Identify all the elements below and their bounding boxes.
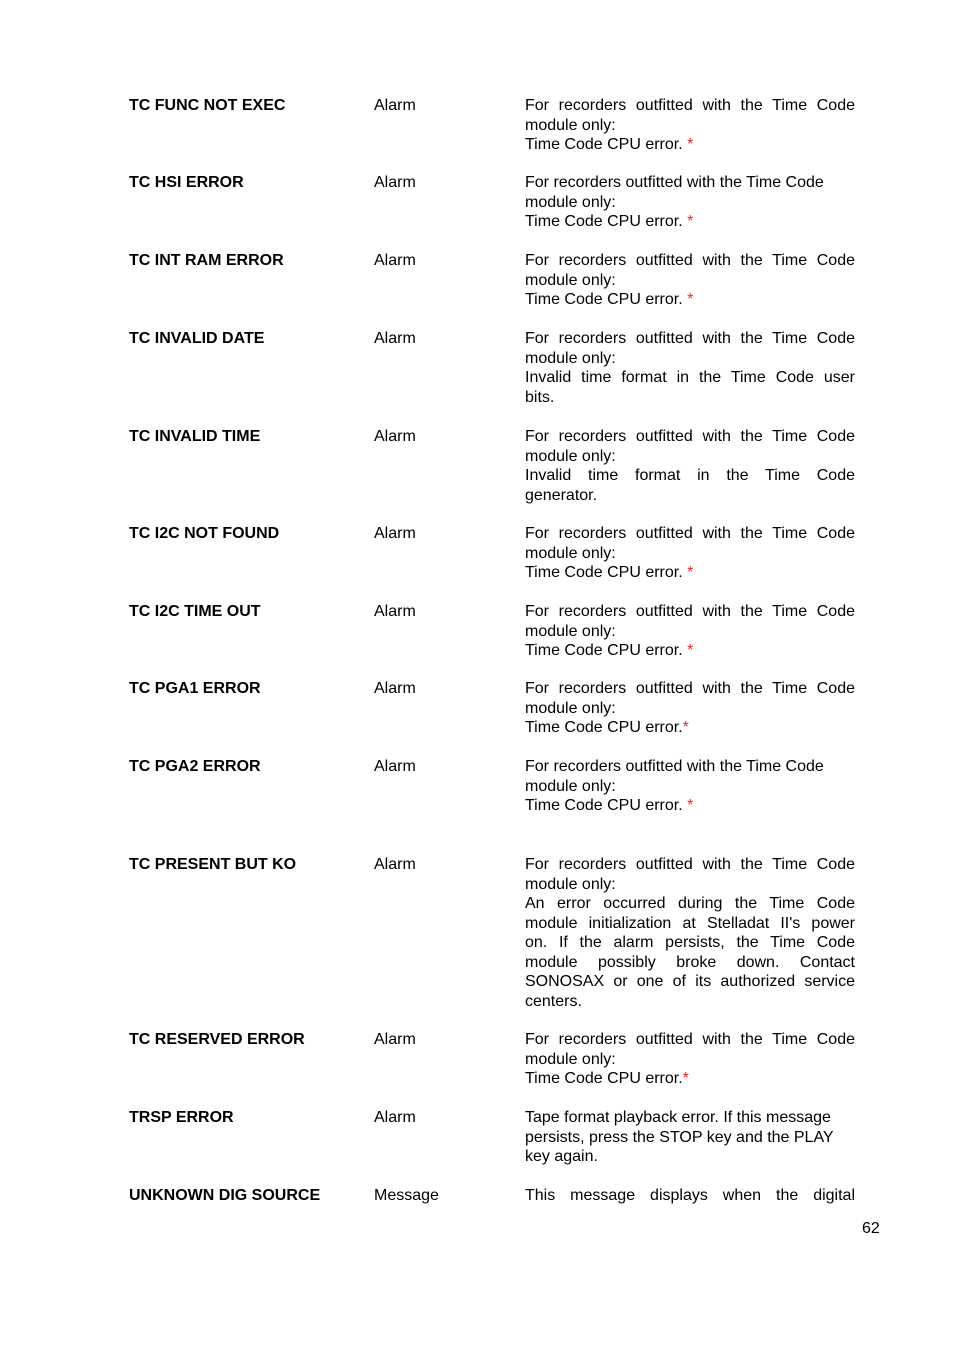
description-text: Time Code CPU error. bbox=[525, 1070, 683, 1087]
description-line: For recorders outfitted with the Time Code bbox=[525, 680, 855, 697]
description-line: module only: bbox=[525, 544, 616, 562]
description-line: For recorders outfitted with the Time Code bbox=[525, 525, 855, 542]
footnote-asterisk: * bbox=[682, 719, 689, 736]
description-line: Invalid time format in the Time Code user bbox=[525, 369, 855, 386]
alarm-type: Alarm bbox=[374, 174, 416, 191]
description-text: Time Code CPU error. bbox=[525, 291, 688, 308]
alarm-type: Alarm bbox=[374, 1031, 416, 1048]
alarm-description bbox=[525, 1108, 855, 1167]
description-line bbox=[525, 135, 855, 155]
alarm-type: Alarm bbox=[374, 856, 416, 873]
description-line: For recorders outfitted with the Time Code bbox=[525, 252, 855, 269]
description-line: module initialization at Stelladat II's power bbox=[525, 914, 855, 932]
description-line: module only: bbox=[525, 875, 616, 893]
footnote-asterisk: * bbox=[687, 291, 694, 308]
alarm-code: TC RESERVED ERROR bbox=[129, 1031, 305, 1048]
alarm-description bbox=[525, 855, 855, 1011]
description-line: For recorders outfitted with the Time Code bbox=[525, 1031, 855, 1048]
page-number: 62 bbox=[862, 1220, 880, 1237]
alarm-description bbox=[525, 524, 855, 583]
description-line: For recorders outfitted with the Time Code bbox=[525, 97, 855, 114]
message-type: Message bbox=[374, 1187, 439, 1204]
description-line: module only: bbox=[525, 447, 616, 465]
footnote-asterisk: * bbox=[687, 136, 694, 153]
description-line: Invalid time format in the Time Code bbox=[525, 467, 855, 484]
description-line bbox=[525, 290, 855, 310]
description-line: For recorders outfitted with the Time Code bbox=[525, 856, 855, 873]
alarm-description bbox=[525, 173, 855, 232]
description-line: module only: bbox=[525, 116, 616, 134]
alarm-type: Alarm bbox=[374, 680, 416, 697]
alarm-description bbox=[525, 96, 855, 155]
footnote-asterisk: * bbox=[687, 797, 694, 814]
alarm-code: TC INVALID TIME bbox=[129, 428, 261, 445]
alarm-code: TC HSI ERROR bbox=[129, 174, 244, 191]
alarm-description bbox=[525, 427, 855, 505]
description-line: For recorders outfitted with the Time Code bbox=[525, 174, 824, 191]
description-line: centers. bbox=[525, 992, 582, 1010]
alarm-description bbox=[525, 1030, 855, 1089]
description-line bbox=[525, 1069, 855, 1089]
description-line bbox=[525, 563, 855, 583]
footnote-asterisk: * bbox=[682, 1070, 689, 1087]
alarm-type: Alarm bbox=[374, 428, 416, 445]
alarm-code: TC FUNC NOT EXEC bbox=[129, 97, 286, 114]
description-line: module only: bbox=[525, 622, 616, 640]
description-text: Time Code CPU error. bbox=[525, 797, 688, 814]
description-line bbox=[525, 212, 855, 232]
description-line: persists, press the STOP key and the PLAY bbox=[525, 1128, 834, 1146]
alarm-description bbox=[525, 602, 855, 661]
alarm-code: TC PRESENT BUT KO bbox=[129, 856, 297, 873]
description-line: module only: bbox=[525, 349, 616, 367]
alarm-code: TC I2C TIME OUT bbox=[129, 603, 261, 620]
alarm-code: TC PGA2 ERROR bbox=[129, 758, 261, 775]
description-line: This message displays when the digital bbox=[525, 1187, 855, 1204]
description-line: module possibly broke down. Contact bbox=[525, 953, 855, 971]
alarm-type: Alarm bbox=[374, 525, 416, 542]
footnote-asterisk: * bbox=[687, 213, 694, 230]
description-line bbox=[525, 718, 855, 738]
message-description bbox=[525, 1186, 855, 1206]
description-line: For recorders outfitted with the Time Code bbox=[525, 603, 855, 620]
description-line: module only: bbox=[525, 699, 616, 717]
description-line: bits. bbox=[525, 388, 555, 406]
alarm-code: TRSP ERROR bbox=[129, 1109, 234, 1126]
description-line: For recorders outfitted with the Time Code bbox=[525, 428, 855, 445]
description-line: on. If the alarm persists, the Time Code bbox=[525, 934, 855, 951]
alarm-description bbox=[525, 679, 855, 738]
description-line: module only: bbox=[525, 777, 616, 795]
alarm-code: TC PGA1 ERROR bbox=[129, 680, 261, 697]
description-line bbox=[525, 641, 855, 661]
alarm-type: Alarm bbox=[374, 758, 416, 775]
alarm-type: Alarm bbox=[374, 97, 416, 114]
alarm-code: TC I2C NOT FOUND bbox=[129, 525, 280, 542]
alarm-description bbox=[525, 251, 855, 310]
footnote-asterisk: * bbox=[687, 564, 694, 581]
alarm-type: Alarm bbox=[374, 330, 416, 347]
description-text: Time Code CPU error. bbox=[525, 136, 688, 153]
alarm-type: Alarm bbox=[374, 603, 416, 620]
description-line: module only: bbox=[525, 193, 616, 211]
alarm-type: Alarm bbox=[374, 252, 416, 269]
description-line: generator. bbox=[525, 486, 598, 504]
alarm-code: TC INT RAM ERROR bbox=[129, 252, 284, 269]
alarm-type: Alarm bbox=[374, 1109, 416, 1126]
description-text: Time Code CPU error. bbox=[525, 642, 688, 659]
description-line: For recorders outfitted with the Time Code bbox=[525, 758, 824, 775]
message-code: UNKNOWN DIG SOURCE bbox=[129, 1187, 321, 1204]
description-text: Time Code CPU error. bbox=[525, 213, 688, 230]
description-line: module only: bbox=[525, 271, 616, 289]
description-line bbox=[525, 796, 855, 816]
description-line: SONOSAX or one of its authorized service bbox=[525, 973, 855, 990]
alarm-code: TC INVALID DATE bbox=[129, 330, 265, 347]
description-line: key again. bbox=[525, 1148, 598, 1165]
alarm-description bbox=[525, 757, 855, 816]
footnote-asterisk: * bbox=[687, 642, 694, 659]
alarm-description bbox=[525, 329, 855, 407]
description-line: module only: bbox=[525, 1050, 616, 1068]
description-line: An error occurred during the Time Code bbox=[525, 895, 855, 912]
description-line: Tape format playback error. If this message bbox=[525, 1109, 831, 1126]
description-text: Time Code CPU error. bbox=[525, 719, 683, 736]
description-line: For recorders outfitted with the Time Code bbox=[525, 330, 855, 347]
description-text: Time Code CPU error. bbox=[525, 564, 688, 581]
